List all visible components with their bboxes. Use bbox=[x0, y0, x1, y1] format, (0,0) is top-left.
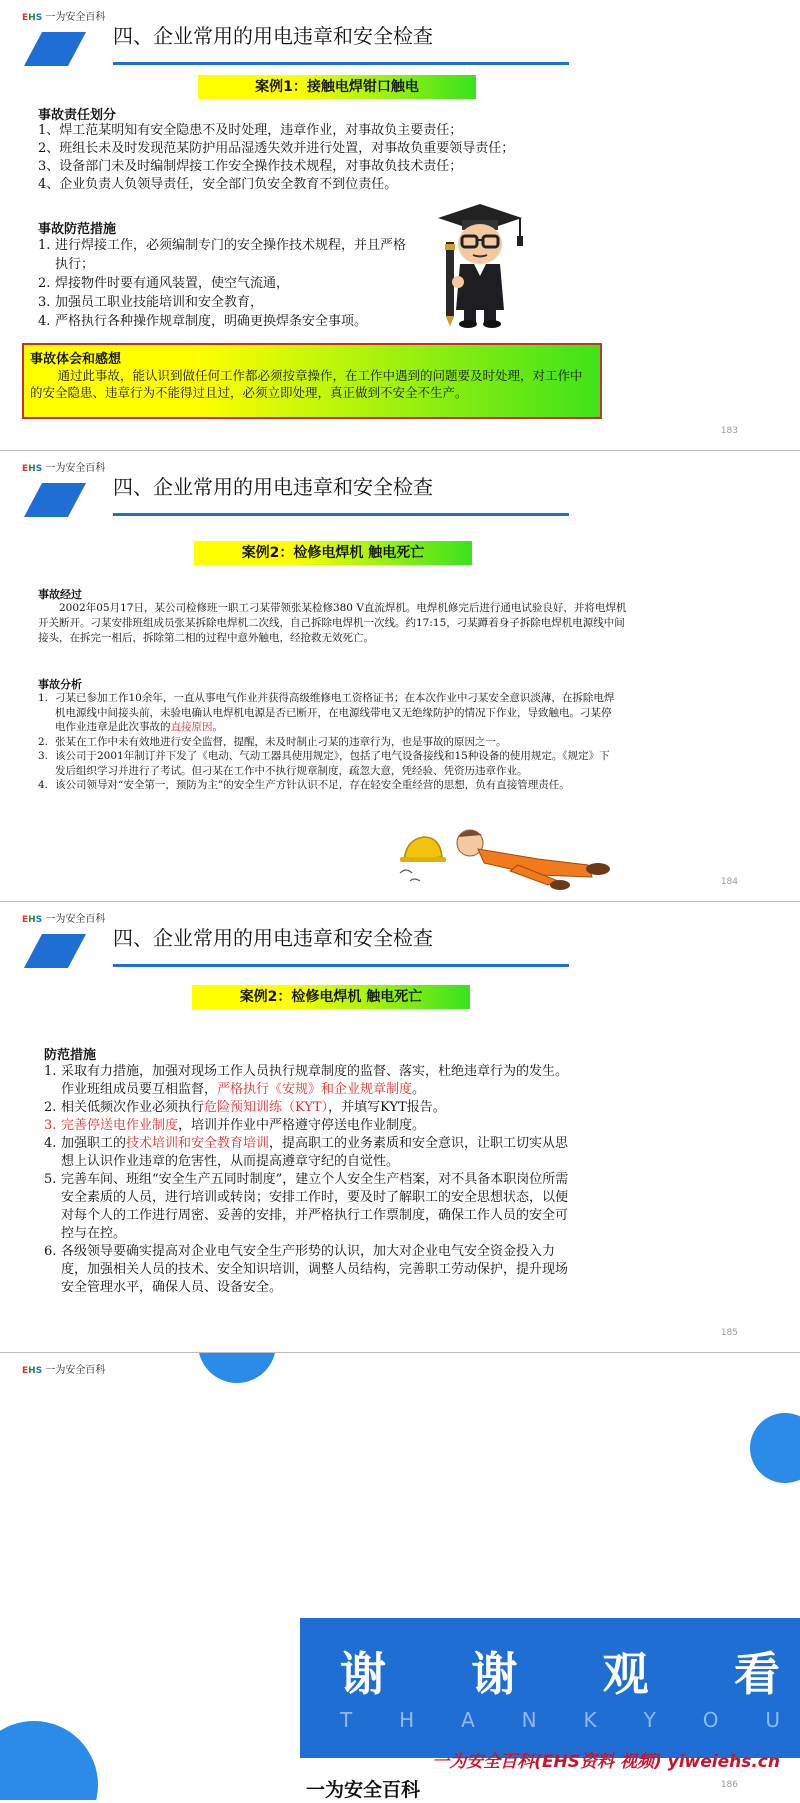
list-item: 2、班组长未及时发现范某防护用品湿透失效并进行处置，对事故负重要领导责任； bbox=[38, 141, 515, 156]
list-item: 1、焊工范某明知有安全隐患不及时处理，违章作业，对事故负主要责任； bbox=[38, 123, 463, 138]
thanks-chinese: 谢 谢 观 看 bbox=[340, 1647, 780, 1701]
footer-link[interactable]: 一为安全百科(EHS资料 视频) yiweiehs.cn bbox=[432, 1752, 780, 1772]
ehs-logo-mark: EHS bbox=[22, 915, 43, 925]
list-item: 1. 刁某已参加工作10余年，一直从事电气作业并获得高级维修电工资格证书；在本次作业中刁某安全意识淡薄，在拆除电焊机电源线中间接头前，未验电确认电焊机电源是否已断开，在电源线带电又无绝缘防护的情况下作业，导致触电。刁某停电作业违章是此次事故的直接原因。 bbox=[38, 692, 615, 733]
list-item: 2. 张某在工作中未有效地进行安全监督，提醒，未及时制止刁某的违章行为，也是事故的原因之一。 bbox=[38, 735, 507, 748]
case-banner: 案例1：接触电焊钳口触电 bbox=[198, 75, 476, 99]
page-number: 185 bbox=[720, 1328, 738, 1338]
reflection-title: 事故体会和感想 bbox=[30, 352, 122, 367]
decor-circle bbox=[0, 1721, 98, 1800]
list-item: 3、设备部门未及时编制焊接工作安全操作技术规程，对事故负技术责任； bbox=[38, 159, 463, 174]
brand-name: 一为安全百科 bbox=[306, 1779, 421, 1800]
ehs-logo-mark: EHS bbox=[22, 1366, 43, 1376]
logo-text: 一为安全百科 bbox=[45, 12, 106, 23]
decor-circle bbox=[750, 1413, 800, 1483]
fallen-worker-illustration bbox=[398, 823, 618, 893]
graduate-pen-illustration bbox=[428, 198, 528, 330]
list-item: 3. 加强员工职业技能培训和安全教育， bbox=[38, 295, 264, 310]
slide-183 bbox=[0, 0, 800, 450]
prevention-title: 防范措施 bbox=[44, 1048, 97, 1063]
list-item: 2. 相关低频次作业必须执行危险预知训练（KYT），并填写KYT报告。 bbox=[44, 1100, 446, 1115]
reflection-body: 通过此事故，能认识到做任何工作都必须按章操作，在工作中遇到的问题要及时处理，对工作中的安全隐患、违章行为不能得过且过，必须立即处理，真正做到不安全不生产。 bbox=[30, 368, 583, 400]
list-item: 2. 焊接物件时要有通风装置，使空气流通， bbox=[38, 276, 290, 291]
slide-heading: 四、企业常用的用电违章和安全检查 bbox=[113, 475, 433, 499]
slide-heading: 四、企业常用的用电违章和安全检查 bbox=[113, 926, 433, 950]
heading-underline bbox=[113, 62, 569, 65]
thank-you-panel bbox=[300, 1618, 800, 1758]
title-parallelogram-icon bbox=[24, 483, 86, 517]
analysis-title: 事故分析 bbox=[38, 678, 82, 691]
title-parallelogram-icon bbox=[24, 32, 86, 66]
logo-text: 一为安全百科 bbox=[45, 1365, 106, 1376]
page-number: 184 bbox=[720, 877, 738, 887]
case-banner: 案例2：检修电焊机 触电死亡 bbox=[192, 985, 470, 1009]
list-item: 3. 完善停送电作业制度，培训并作业中严格遵守停送电作业制度。 bbox=[44, 1118, 426, 1133]
story-title: 事故经过 bbox=[38, 588, 82, 601]
story-body: 2002年05月17日，某公司检修班一职工刁某带领张某检修380 V直流焊机。电焊机修完后进行通电试验良好，并将电焊机开关断开。刁某安排班组成员张某拆除电焊机二次线，自己拆除电焊机一次线。约17:15，刁某蹲着身子拆除电焊机电源线中间接头，在拆完一相后，拆除第二相的过程中意外触电，经抢救无效死亡。 bbox=[38, 602, 627, 644]
logo-text: 一为安全百科 bbox=[45, 463, 106, 474]
slide-184 bbox=[0, 451, 800, 901]
list-item: 1. 进行焊接工作，必须编制专门的安全操作技术规程，并且严格执行； bbox=[38, 238, 407, 272]
ehs-logo-mark: EHS bbox=[22, 464, 43, 474]
list-item: 4. 加强职工的技术培训和安全教育培训，提高职工的业务素质和安全意识，让职工切实从思想上认识作业违章的危害性，从而提高遵章守纪的自觉性。 bbox=[44, 1136, 569, 1169]
thanks-english: T H A N K Y O U bbox=[340, 1708, 780, 1732]
page-number: 183 bbox=[720, 426, 738, 436]
heading-underline bbox=[113, 513, 569, 516]
list-item: 5. 完善车间、班组“安全生产五同时制度”，建立个人安全生产档案，对不具备本职岗位所需安全素质的人员，进行培训或转岗；安排工作时，要及时了解职工的安全思想状态，以便对每个人的工作进行周密、妥善的安排，并严格执行工作票制度，确保工作人员的安全可控与在控。 bbox=[44, 1172, 569, 1241]
slide-heading: 四、企业常用的用电违章和安全检查 bbox=[113, 24, 433, 48]
logo bbox=[22, 459, 105, 474]
slide-185 bbox=[0, 902, 800, 1352]
list-item: 6. 各级领导要确实提高对企业电气安全生产形势的认识，加大对企业电气安全资金投入力度，加强相关人员的技术、安全知识培训，调整人员结构，完善职工劳动保护，提升现场安全管理水平，确保人员、设备安全。 bbox=[44, 1244, 569, 1295]
logo-text: 一为安全百科 bbox=[45, 914, 106, 925]
measures-list bbox=[38, 236, 416, 331]
heading-underline bbox=[113, 964, 569, 967]
decor-circle bbox=[198, 1353, 276, 1383]
responsibility-title: 事故责任划分 bbox=[38, 108, 117, 123]
analysis-list bbox=[38, 691, 620, 793]
page-number: 186 bbox=[720, 1780, 738, 1790]
list-item: 3. 该公司于2001年制订并下发了《电动、气动工器具使用规定》，包括了电气设备接线和15种设备的使用规定。《规定》下发后组织学习并进行了考试。但刁某在工作中不执行规章制度，疏忽大意，凭经验、凭资历违章作业。 bbox=[38, 750, 610, 777]
ehs-logo-mark: EHS bbox=[22, 13, 43, 23]
list-item: 1. 采取有力措施，加强对现场工作人员执行规章制度的监督、落实，杜绝违章行为的发生。作业班组成员要互相监督，严格执行《安规》和企业规章制度。 bbox=[44, 1064, 569, 1097]
reflection-box bbox=[22, 343, 602, 419]
measures-title: 事故防范措施 bbox=[38, 222, 117, 237]
responsibility-list bbox=[38, 122, 514, 194]
logo bbox=[22, 910, 105, 925]
case-banner: 案例2：检修电焊机 触电死亡 bbox=[194, 541, 472, 565]
list-item: 4、企业负责人负领导责任，安全部门负安全教育不到位责任。 bbox=[38, 177, 398, 192]
list-item: 4. 该公司领导对“安全第一，预防为主”的安全生产方针认识不足，存在轻安全重经营的思想，负有直接管理责任。 bbox=[38, 779, 570, 791]
logo bbox=[22, 1361, 105, 1376]
logo bbox=[22, 8, 105, 23]
list-item: 4. 严格执行各种操作规章制度，明确更换焊条安全事项。 bbox=[38, 314, 368, 329]
prevention-list bbox=[44, 1063, 569, 1297]
slide-186 bbox=[0, 1353, 800, 1800]
title-parallelogram-icon bbox=[24, 934, 86, 968]
